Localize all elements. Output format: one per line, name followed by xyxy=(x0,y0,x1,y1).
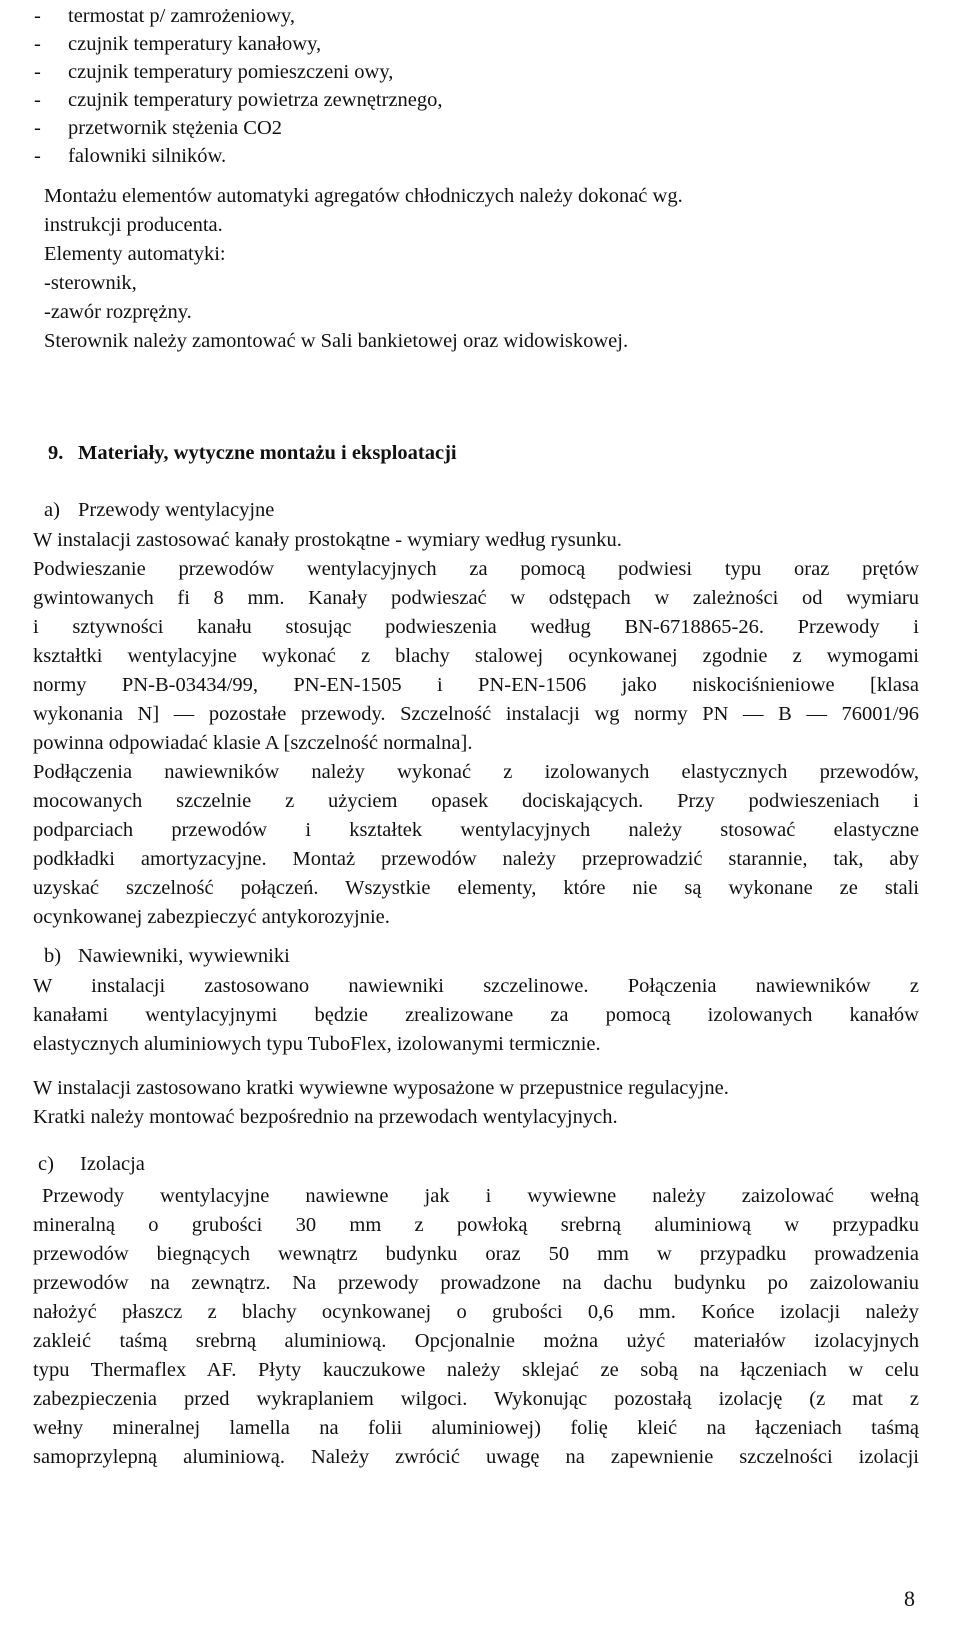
text-line: Sterownik należy zamontować w Sali bankietowej oraz widowiskowej. xyxy=(44,330,629,352)
section-heading xyxy=(48,439,457,467)
subsection-a-heading: a) Przewody wentylacyjne xyxy=(44,499,275,521)
text-line: powinna odpowiadać klasie A [szczelność normalna]. xyxy=(33,732,473,754)
text-line: typu Thermaflex AF. Płyty kauczukowe należy sklejać ze sobą na łączeniach w celu xyxy=(33,1359,919,1381)
list-item: - falowniki silników. xyxy=(34,145,227,167)
text-line: Podłączenia nawiewników należy wykonać z izolowanych elastycznych przewodów, xyxy=(33,761,919,783)
text-line: kształtki wentylacyjne wykonać z blachy stalowej ocynkowanej zgodnie z wymogami xyxy=(33,645,919,667)
section-title: Materiały, wytyczne montażu i eksploatacji xyxy=(78,442,457,464)
text-line: mocowanych szczelnie z użyciem opasek dociskających. Przy podwieszeniach i xyxy=(33,790,919,812)
subsection-c-heading: c) Izolacja xyxy=(38,1153,145,1175)
text-line: wełny mineralnej lamella na folii aluminiowej) folię kleić na łączeniach taśmą xyxy=(33,1417,919,1439)
text-line: przewodów biegnących wewnątrz budynku oraz 50 mm w przypadku prowadzenia xyxy=(33,1243,919,1265)
list-item: - czujnik temperatury kanałowy, xyxy=(34,33,322,55)
subsection-b-heading: b) Nawiewniki, wywiewniki xyxy=(44,945,290,967)
component-list xyxy=(34,2,443,170)
subsection-b-body-2 xyxy=(33,1074,919,1132)
text-line: nałożyć płaszcz z blachy ocynkowanej o grubości 0,6 mm. Końce izolacji należy xyxy=(33,1301,919,1323)
text-line: Elementy automatyki: xyxy=(44,243,226,265)
page-number: 8 xyxy=(904,1586,915,1611)
text-line: Przewody wentylacyjne nawiewne jak i wywiewne należy zaizolować wełną xyxy=(42,1185,919,1207)
text-line: uzyskać szczelność połączeń. Wszystkie elementy, które nie są wykonane ze stali xyxy=(33,877,919,899)
text-line: W instalacji zastosować kanały prostokątne - wymiary według rysunku. xyxy=(33,529,622,551)
text-line: samoprzylepną aluminiową. Należy zwrócić uwagę na zapewnienie szczelności izolacji xyxy=(33,1446,919,1468)
list-item: - termostat p/ zamrożeniowy, xyxy=(34,5,295,27)
text-line: elastycznych aluminiowych typu TuboFlex, izolowanymi termicznie. xyxy=(33,1033,601,1055)
text-line: -sterownik, xyxy=(44,272,137,294)
automation-notes xyxy=(44,182,924,356)
text-line: podkładki amortyzacyjne. Montaż przewodów należy przeprowadzić starannie, tak, aby xyxy=(33,848,919,870)
text-line: W instalacji zastosowano kratki wywiewne wyposażone w przepustnice regulacyjne. xyxy=(33,1077,729,1099)
list-item: - czujnik temperatury powietrza zewnętrznego, xyxy=(34,89,443,111)
text-line: instrukcji producenta. xyxy=(44,214,223,236)
text-line: -zawór rozprężny. xyxy=(44,301,192,323)
list-item: - przetwornik stężenia CO2 xyxy=(34,117,283,139)
text-line: mineralną o grubości 30 mm z powłoką srebrną aluminiową w przypadku xyxy=(33,1214,919,1236)
text-line: ocynkowanej zabezpieczyć antykorozyjnie. xyxy=(33,906,390,928)
text-line: zakleić taśmą srebrną aluminiową. Opcjonalnie można użyć materiałów izolacyjnych xyxy=(33,1330,919,1352)
text-line: Kratki należy montować bezpośrednio na przewodach wentylacyjnych. xyxy=(33,1106,618,1128)
text-line: wykonania N] — pozostałe przewody. Szczelność instalacji wg normy PN — B — 76001/96 xyxy=(33,703,919,725)
text-line: W instalacji zastosowano nawiewniki szczelinowe. Połączenia nawiewników z xyxy=(33,975,919,997)
text-line: przewodów na zewnątrz. Na przewody prowadzone na dachu budynku po zaizolowaniu xyxy=(33,1272,919,1294)
list-item: - czujnik temperatury pomieszczeni owy, xyxy=(34,61,394,83)
subsection-c-body xyxy=(33,1182,919,1472)
text-line: Montażu elementów automatyki agregatów chłodniczych należy dokonać wg. xyxy=(44,185,683,207)
text-line: gwintowanych fi 8 mm. Kanały podwieszać w odstępach w zależności od wymiaru xyxy=(33,587,919,609)
section-number: 9. xyxy=(48,442,64,464)
text-line: kanałami wentylacyjnymi będzie zrealizowane za pomocą izolowanych kanałów xyxy=(33,1004,919,1026)
text-line: zabezpieczenia przed wykraplaniem wilgoci. Wykonując pozostałą izolację (z mat z xyxy=(33,1388,919,1410)
text-line: podparciach przewodów i kształtek wentylacyjnych należy stosować elastyczne xyxy=(33,819,919,841)
text-line: i sztywności kanału stosując podwieszenia według BN-6718865-26. Przewody i xyxy=(33,616,919,638)
text-line: normy PN-B-03434/99, PN-EN-1505 i PN-EN-1506 jako niskociśnieniowe [klasa xyxy=(33,674,919,696)
text-line: Podwieszanie przewodów wentylacyjnych za pomocą podwiesi typu oraz prętów xyxy=(33,558,919,580)
subsection-b-body xyxy=(33,972,919,1059)
subsection-a-body xyxy=(33,526,919,932)
